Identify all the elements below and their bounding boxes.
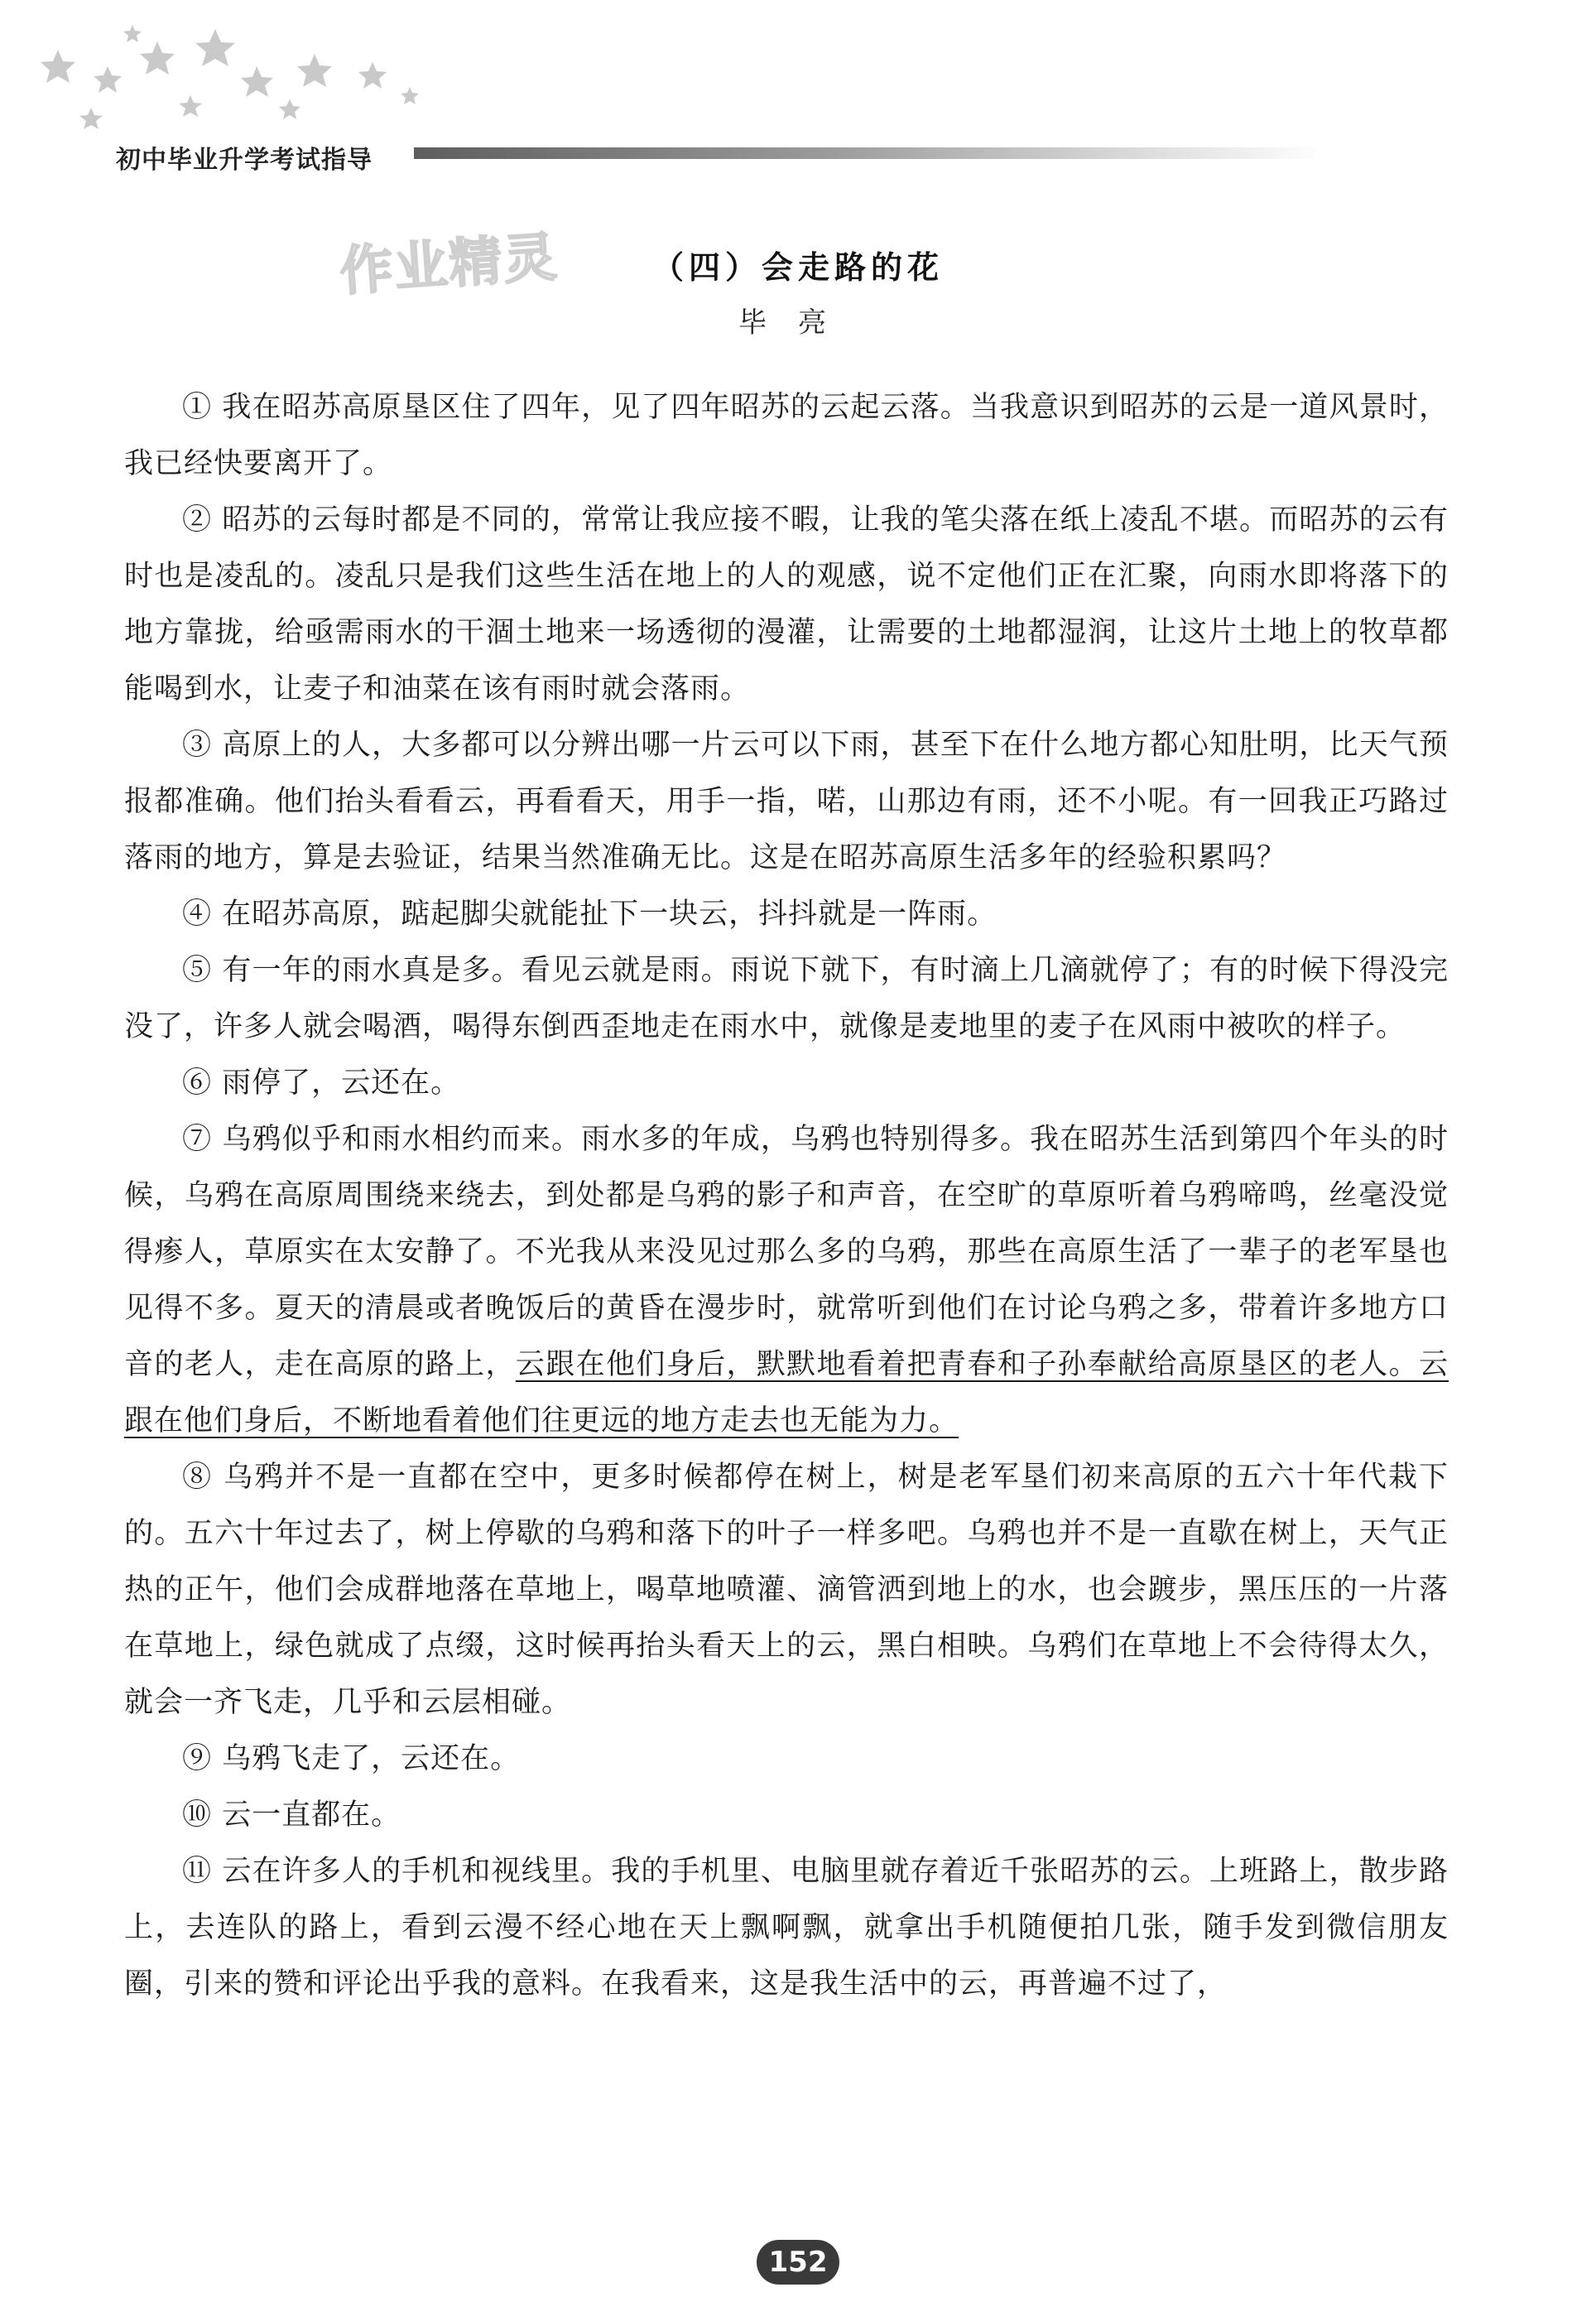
header-divider-bar	[414, 147, 1324, 159]
stars-decoration-icon	[41, 17, 439, 141]
paragraph-4: ④ 在昭苏高原，踮起脚尖就能扯下一块云，抖抖就是一阵雨。	[182, 898, 997, 931]
paragraph-8: ⑧ 乌鸦并不是一直都在空中，更多时候都停在树上，树是老军垦们初来高原的五六十年代栽下的。五六十年过去了，树上停歇的乌鸦和落下的叶子一样多吧。乌鸦也并不是一直歇在树上，天气正热的正午，他们会成群地落在草地上，喝草地喷灌、滴管洒到地上的水，也会踱步，黑压压的一片落在草地上，绿色就成了点缀，这时候再抬头看天上的云，黑白相映。乌鸦们在草地上不会待得太久，就会一齐飞走，几乎和云层相碰。	[124, 1461, 1449, 1719]
article-title: （四）会走路的花	[651, 249, 944, 286]
article-author: 毕亮	[738, 306, 858, 339]
paragraph-3: ③ 高原上的人，大多都可以分辨出哪一片云可以下雨，甚至下在什么地方都心知肚明，比天气预报都准确。他们抬头看看云，再看看天，用手一指，喏，山那边有雨，还不小呢。有一回我正巧路过落雨的地方，算是去验证，结果当然准确无比。这是在昭苏高原生活多年的经验积累吗？	[124, 729, 1449, 874]
paragraph-5: ⑤ 有一年的雨水真是多。看见云就是雨。雨说下就下，有时滴上几滴就停了；有的时候下得没完没了，许多人就会喝酒，喝得东倒西歪地走在雨水中，就像是麦地里的麦子在风雨中被吹的样子。	[124, 954, 1449, 1043]
paragraph-1: ① 我在昭苏高原垦区住了四年，见了四年昭苏的云起云落。当我意识到昭苏的云是一道风景时，我已经快要离开了。	[124, 391, 1449, 480]
paragraph-7	[124, 1111, 1449, 1449]
page-header	[0, 0, 1596, 190]
underlined-sentence: 云跟在他们身后，默默地看着把青春和子孙奉献给高原垦区的老人。云跟在他们身后，不断地看着他们往更远的地方走去也无能为力。	[124, 1348, 1449, 1437]
page-number: 152	[757, 2240, 839, 2285]
paragraph-9: ⑨ 乌鸦飞走了，云还在。	[182, 1742, 521, 1775]
article-body	[124, 379, 1449, 2012]
paragraph-2: ② 昭苏的云每时都是不同的，常常让我应接不暇，让我的笔尖落在纸上凌乱不堪。而昭苏的云有时也是凌乱的。凌乱只是我们这些生活在地上的人的观感，说不定他们正在汇聚，向雨水即将落下的地方靠拢，给亟需雨水的干涸土地来一场透彻的漫灌，让需要的土地都湿润，让这片土地上的牧草都能喝到水，让麦子和油菜在该有雨时就会落雨。	[124, 503, 1449, 705]
paragraph-10: ⑩ 云一直都在。	[182, 1799, 401, 1832]
paragraph-6: ⑥ 雨停了，云还在。	[182, 1067, 461, 1100]
book-title: 初中毕业升学考试指导	[116, 146, 373, 175]
paragraph-7-text: ⑦ 乌鸦似乎和雨水相约而来。雨水多的年成，乌鸦也特别得多。我在昭苏生活到第四个年头的时候，乌鸦在高原周围绕来绕去，到处都是乌鸦的影子和声音，在空旷的草原听着乌鸦啼鸣，丝毫没觉得瘆人，草原实在太安静了。不光我从来没见过那么多的乌鸦，那些在高原生活了一辈子的老军垦也见得不多。夏天的清晨或者晚饭后的黄昏在漫步时，就常听到他们在讨论乌鸦之多，带着许多地方口音的老人，走在高原的路上，	[124, 1123, 1449, 1381]
watermark: 作业精灵	[338, 226, 560, 304]
paragraph-11: ⑪ 云在许多人的手机和视线里。我的手机里、电脑里就存着近千张昭苏的云。上班路上，散步路上，去连队的路上，看到云漫不经心地在天上飘啊飘，就拿出手机随便拍几张，随手发到微信朋友圈，引来的赞和评论出乎我的意料。在我看来，这是我生活中的云，再普遍不过了，	[124, 1855, 1449, 2001]
